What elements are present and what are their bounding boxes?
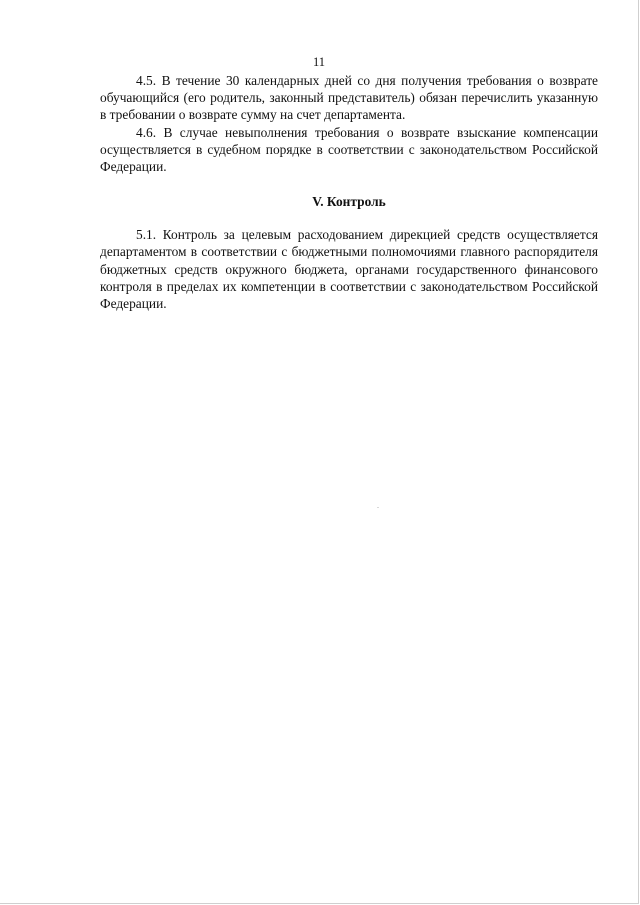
section-title: V. Контроль xyxy=(312,194,386,210)
paragraph-4-5: 4.5. В течение 30 календарных дней со дня получения требования о возврате обучающийся (его родитель, законный представитель) обязан перечислить указанную в требовании о возврате сумму на счет департамента. xyxy=(100,73,598,123)
paragraph-4-6: 4.6. В случае невыполнения требования о возврате взыскание компенсации осуществляется в судебном порядке в соответствии с законодательством Российской Федерации. xyxy=(100,124,598,175)
page-content xyxy=(100,72,598,312)
page-number: 11 xyxy=(312,55,326,69)
scan-speck xyxy=(377,507,379,508)
paragraph-5-1: 5.1. Контроль за целевым расходованием дирекцией средств осуществляется департаментом в соответствии с бюджетными полномочиями главного распорядителя бюджетных средств окружного бюджета, органами государственного финансового контроля в пределах их компетенции в соответствии с законодательством Российской Федерации. xyxy=(100,227,598,312)
